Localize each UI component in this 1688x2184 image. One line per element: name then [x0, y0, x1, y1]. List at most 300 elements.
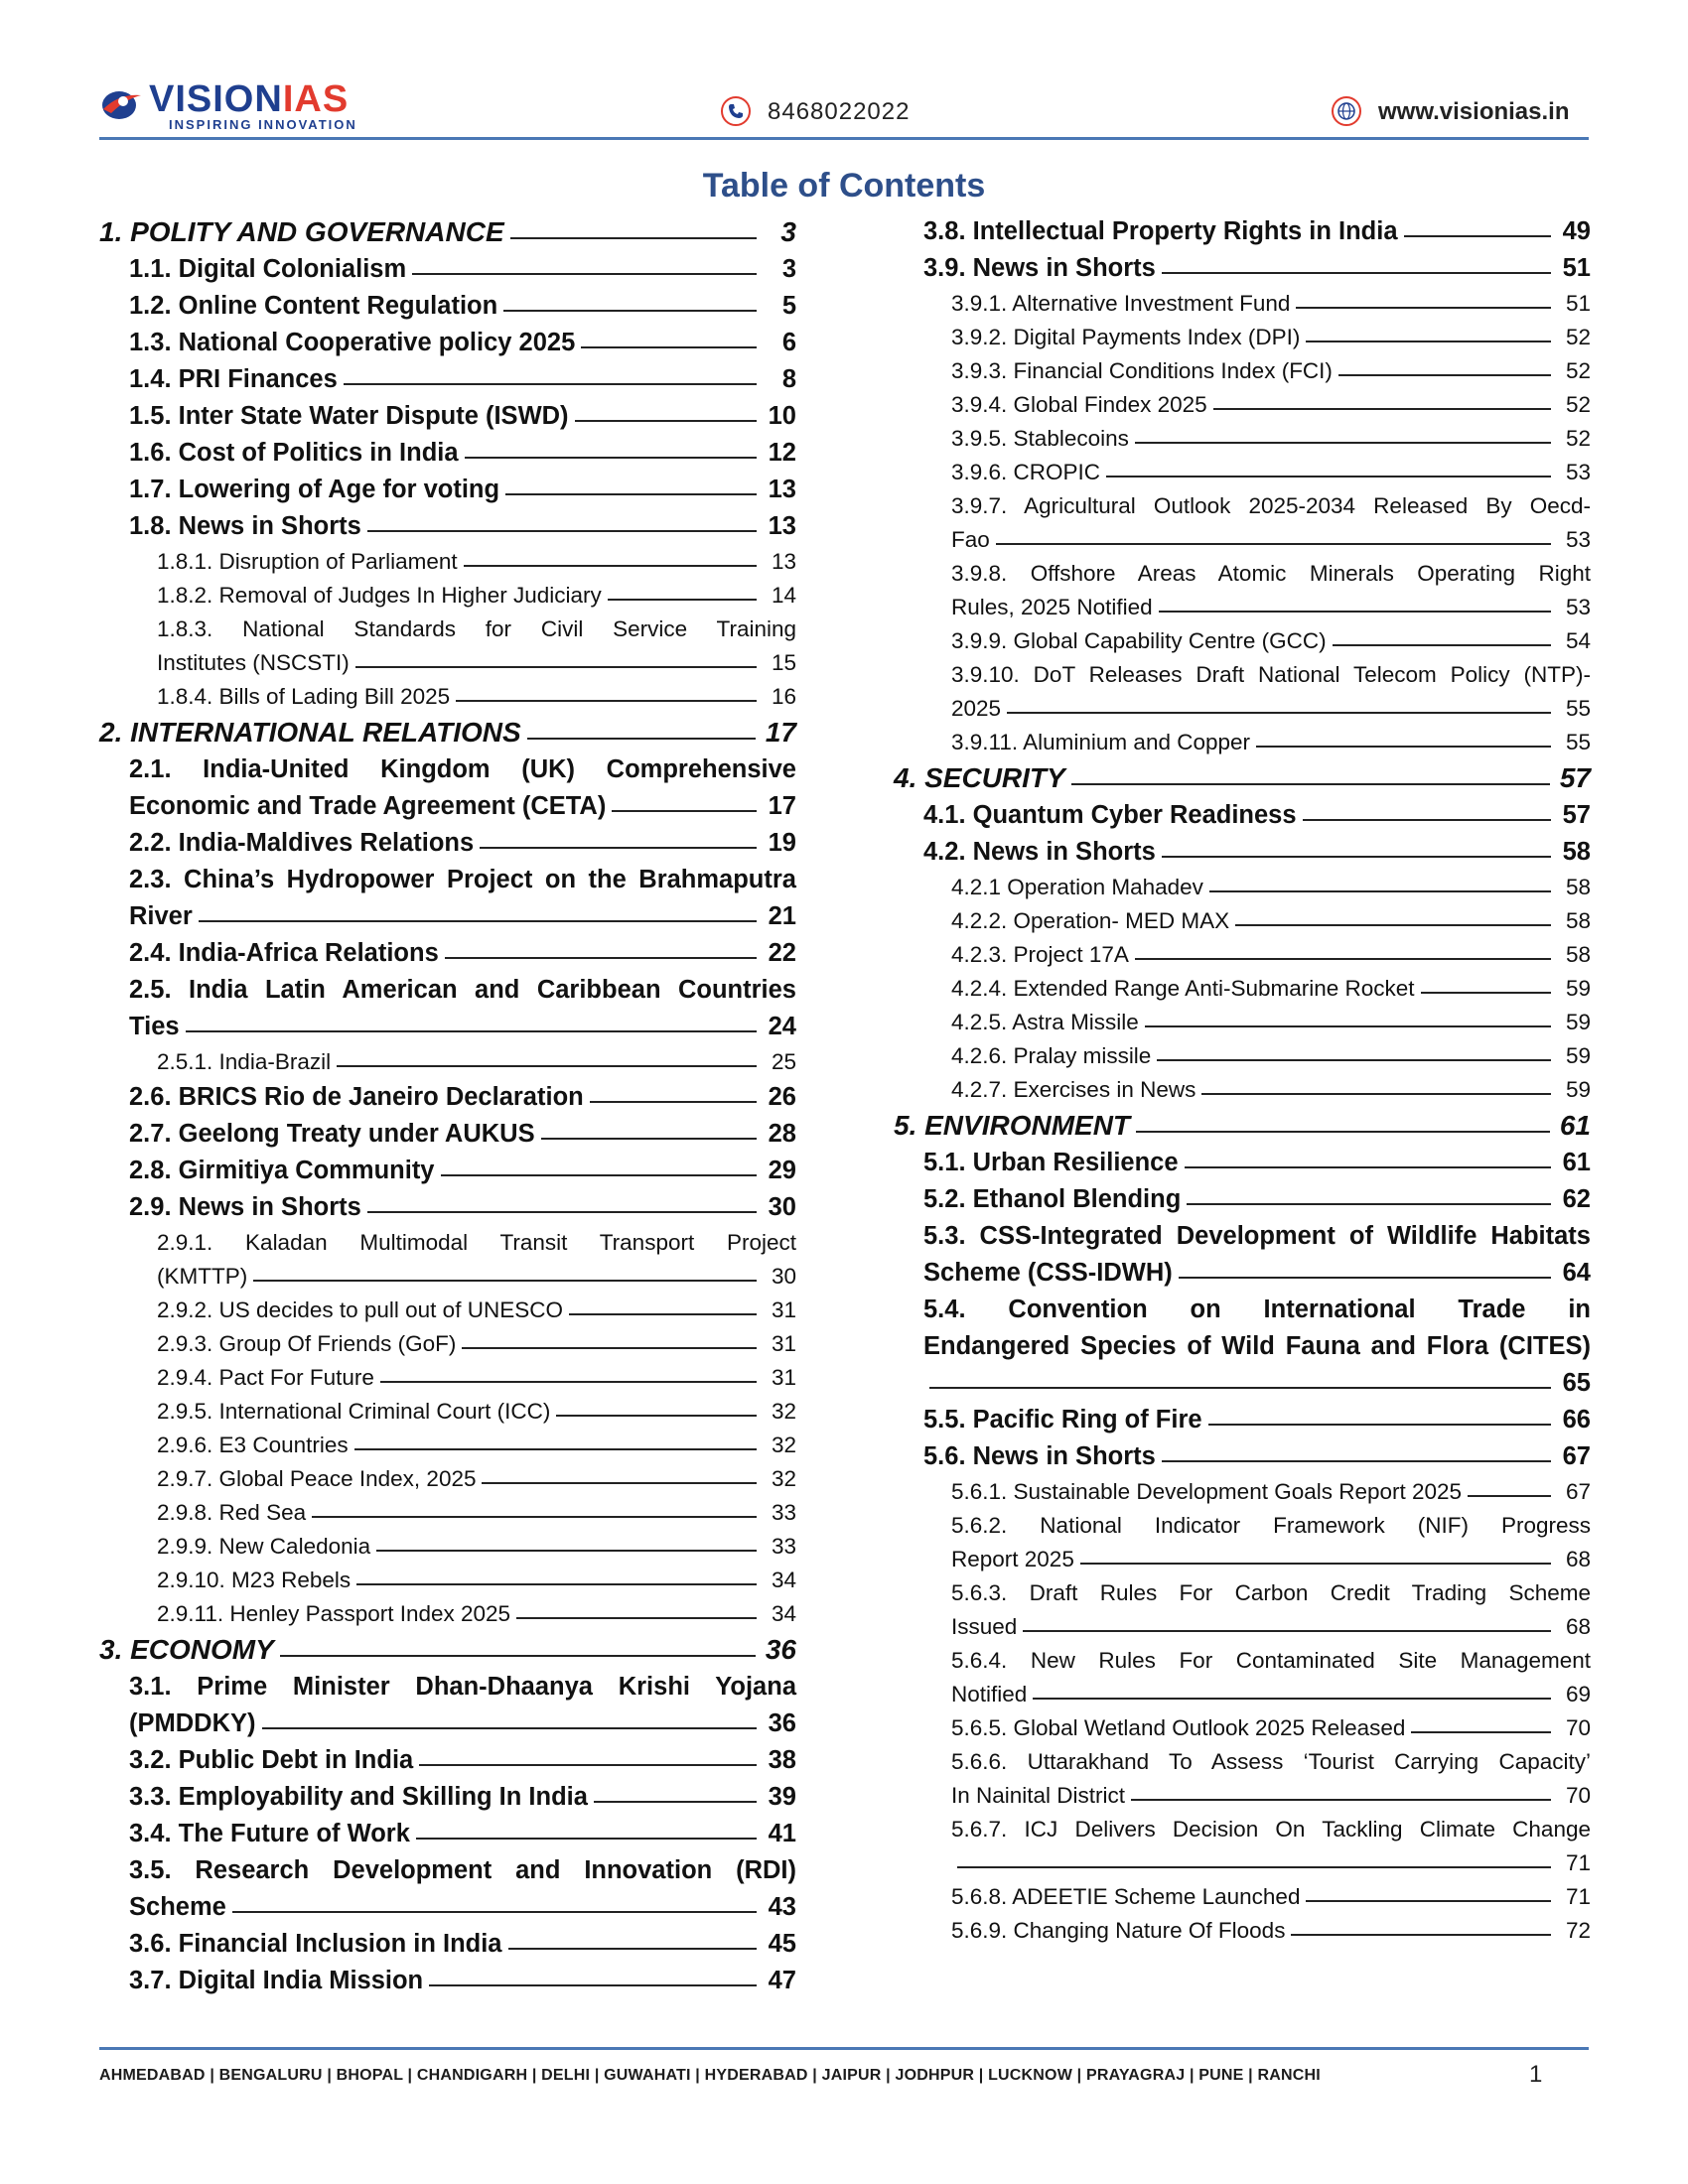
- toc-subsection[interactable]: [894, 1914, 1591, 1948]
- visionias-logo[interactable]: [99, 77, 387, 137]
- toc-subsection[interactable]: [99, 1045, 796, 1079]
- leader-line: [541, 1138, 757, 1140]
- toc-entry-title: 2.9. News in Shorts: [129, 1193, 361, 1221]
- toc-subsection[interactable]: [894, 938, 1591, 972]
- toc-entry-title: 3.4. The Future of Work: [129, 1820, 410, 1847]
- leader-line: [419, 1764, 757, 1766]
- toc-section[interactable]: [99, 288, 796, 325]
- website-url: www.visionias.in: [1378, 98, 1570, 125]
- toc-subsection[interactable]: [894, 1006, 1591, 1039]
- toc-subsection[interactable]: [99, 680, 796, 714]
- leader-line: [575, 420, 757, 422]
- leader-line: [1159, 611, 1551, 613]
- toc-page-number: 55: [1565, 696, 1591, 721]
- toc-page-number: 5: [781, 292, 796, 320]
- toc-entry-title: 3.9.10. DoT Releases Draft National Telecom Policy (NTP)-: [951, 662, 1591, 687]
- toc-subsection[interactable]: [99, 1327, 796, 1361]
- toc-section[interactable]: [894, 1181, 1591, 1218]
- toc-entry-title: 2.9.3. Group Of Friends (GoF): [157, 1331, 457, 1356]
- toc-entry-title: 2.9.2. US decides to pull out of UNESCO: [157, 1297, 563, 1322]
- toc-entry-title: 3. ECONOMY: [99, 1634, 274, 1665]
- leader-line: [376, 1550, 757, 1552]
- leader-line: [253, 1280, 757, 1282]
- toc-subsection[interactable]: [99, 579, 796, 613]
- toc-entry-title: 3.9.5. Stablecoins: [951, 426, 1129, 451]
- toc-entry-title: 5.4. Convention on International Trade in: [923, 1296, 1591, 1323]
- toc-entry-title: 1.3. National Cooperative policy 2025: [129, 329, 576, 356]
- toc-section[interactable]: [99, 1779, 796, 1816]
- toc-section[interactable]: [894, 213, 1591, 250]
- toc-section[interactable]: [894, 834, 1591, 871]
- toc-page-number: 19: [768, 829, 796, 857]
- toc-subsection[interactable]: [894, 904, 1591, 938]
- toc-page-number: 58: [1562, 838, 1591, 866]
- toc-page-number: 13: [768, 512, 796, 540]
- toc-entry-title: 2.9.4. Pact For Future: [157, 1365, 374, 1390]
- toc-page-number: 22: [768, 939, 796, 967]
- leader-line: [1131, 1799, 1551, 1801]
- leader-line: [232, 1911, 757, 1913]
- toc-entry-title: 2.1. India-United Kingdom (UK) Comprehensive: [129, 755, 796, 783]
- footer-cities: AHMEDABAD | BENGALURU | BHOPAL | CHANDIGARH | DELHI | GUWAHATI | HYDERABAD | JAIPUR | JODHPUR | LUCKNOW | PRAYAGRAJ | PUNE | RANCHI: [99, 2067, 1321, 2084]
- leader-line: [262, 1727, 758, 1729]
- toc-entry-title: 1.8. News in Shorts: [129, 512, 361, 540]
- toc-entry-title: 1.1. Digital Colonialism: [129, 255, 407, 283]
- leader-line: [1291, 1934, 1551, 1936]
- toc-section[interactable]: [99, 251, 796, 288]
- toc-entry-title: 1.8.2. Removal of Judges In Higher Judiciary: [157, 583, 602, 608]
- toc-subsection[interactable]: [894, 1475, 1591, 1509]
- toc-section[interactable]: [99, 935, 796, 972]
- toc-subsection[interactable]: [894, 1745, 1591, 1813]
- toc-subsection[interactable]: [894, 321, 1591, 354]
- leader-line: [1209, 890, 1551, 892]
- leader-line: [1162, 272, 1551, 274]
- toc-subsection[interactable]: [99, 1361, 796, 1395]
- toc-entry-title: 3.9. News in Shorts: [923, 254, 1156, 282]
- leader-line: [441, 1174, 758, 1176]
- toc-page-number: 30: [771, 1264, 796, 1289]
- toc-entry-title: 4.2.2. Operation- MED MAX: [951, 908, 1230, 933]
- leader-line: [1135, 958, 1551, 960]
- toc-page-number: 58: [1565, 875, 1591, 899]
- phone-icon: [720, 95, 752, 127]
- toc-subsection[interactable]: [894, 456, 1591, 489]
- toc-entry-title: 5.6.5. Global Wetland Outlook 2025 Released: [951, 1715, 1406, 1740]
- toc-page-number: 3: [781, 255, 796, 283]
- leader-line: [186, 1030, 757, 1032]
- toc-entry-title: Issued: [951, 1614, 1018, 1639]
- toc-entry-title: 2.2. India-Maldives Relations: [129, 829, 475, 857]
- toc-subsection[interactable]: [894, 1509, 1591, 1576]
- toc-subsection[interactable]: [894, 972, 1591, 1006]
- toc-page-number: 8: [781, 365, 796, 393]
- toc-subsection[interactable]: [99, 1462, 796, 1496]
- leader-line: [356, 1583, 757, 1585]
- toc-page-number: 34: [771, 1601, 796, 1626]
- toc-section[interactable]: [99, 1189, 796, 1226]
- toc-chapter[interactable]: [99, 714, 796, 751]
- toc-entry-title: 2.5.1. India-Brazil: [157, 1049, 332, 1074]
- toc-entry-title: 2.9.7. Global Peace Index, 2025: [157, 1466, 477, 1491]
- toc-page-number: 17: [768, 792, 796, 820]
- toc-page-number: 58: [1565, 942, 1591, 967]
- toc-page-number: 61: [1562, 1149, 1591, 1176]
- toc-entry-title: 3.9.6. CROPIC: [951, 460, 1101, 484]
- toc-entry-title: 1.7. Lowering of Age for voting: [129, 476, 500, 503]
- toc-section[interactable]: [99, 1963, 796, 1999]
- toc-section[interactable]: [99, 1079, 796, 1116]
- leader-line: [556, 1415, 757, 1417]
- toc-entry-title: 5.6.2. National Indicator Framework (NIF) Progress: [951, 1513, 1591, 1538]
- toc-subsection[interactable]: [894, 388, 1591, 422]
- toc-entry-title: 3.9.3. Financial Conditions Index (FCI): [951, 358, 1333, 383]
- toc-entry-title: 3.9.1. Alternative Investment Fund: [951, 291, 1291, 316]
- leader-line: [508, 1948, 758, 1950]
- leader-line: [355, 666, 757, 668]
- toc-page-number: 53: [1565, 527, 1591, 552]
- leader-line: [416, 1838, 757, 1840]
- toc-page-number: 31: [771, 1297, 796, 1322]
- leader-line: [480, 847, 757, 849]
- toc-section[interactable]: [99, 1669, 796, 1742]
- leader-line: [1303, 819, 1551, 821]
- toc-page-number: 52: [1565, 358, 1591, 383]
- toc-section[interactable]: [99, 472, 796, 508]
- toc-page-number: 32: [771, 1399, 796, 1424]
- toc-entry-title: 5.6.1. Sustainable Development Goals Report 2025: [951, 1479, 1463, 1504]
- toc-page-number: 15: [771, 650, 796, 675]
- leader-line: [503, 310, 757, 312]
- toc-section[interactable]: [99, 435, 796, 472]
- toc-section[interactable]: [894, 250, 1591, 287]
- toc-page-number: 39: [768, 1783, 796, 1811]
- toc-section[interactable]: [99, 508, 796, 545]
- toc-section[interactable]: [99, 751, 796, 825]
- toc-entry-title: 2.3. China’s Hydropower Project on the Brahmaputra: [129, 866, 796, 893]
- leader-line: [465, 457, 757, 459]
- toc-page-number: 54: [1565, 628, 1591, 653]
- toc-entry-title: 4. SECURITY: [894, 762, 1065, 793]
- toc-entry-title: 4.2.5. Astra Missile: [951, 1010, 1139, 1034]
- toc-page-number: 30: [768, 1193, 796, 1221]
- toc-section[interactable]: [99, 1816, 796, 1852]
- toc-section[interactable]: [894, 1402, 1591, 1438]
- leader-line: [344, 383, 757, 385]
- toc-page-number: 14: [771, 583, 796, 608]
- toc-entry-title: 2.9.8. Red Sea: [157, 1500, 307, 1525]
- toc-subsection[interactable]: [894, 354, 1591, 388]
- leader-line: [312, 1516, 757, 1518]
- toc-subsection[interactable]: [99, 1597, 796, 1631]
- toc-right-column: [894, 213, 1591, 1948]
- leader-line: [1187, 1203, 1551, 1205]
- toc-entry-title: 1.8.4. Bills of Lading Bill 2025: [157, 684, 451, 709]
- logo-swoosh-icon: [99, 83, 143, 123]
- phone-number: 8468022022: [768, 98, 911, 125]
- leader-line: [1145, 1025, 1551, 1027]
- toc-entry-title: 1.5. Inter State Water Dispute (ISWD): [129, 402, 569, 430]
- toc-section[interactable]: [99, 361, 796, 398]
- toc-entry-title: 5.1. Urban Resilience: [923, 1149, 1179, 1176]
- toc-page-number: 3: [780, 216, 796, 247]
- toc-subsection[interactable]: [894, 871, 1591, 904]
- leader-line: [280, 1655, 756, 1657]
- toc-entry-title: Fao: [951, 527, 990, 552]
- toc-subsection[interactable]: [894, 489, 1591, 557]
- toc-entry-title: Economic and Trade Agreement (CETA): [129, 792, 607, 820]
- leader-line: [462, 1347, 757, 1349]
- toc-page-number: 68: [1565, 1614, 1591, 1639]
- toc-page-number: 12: [768, 439, 796, 467]
- leader-line: [367, 530, 757, 532]
- leader-line: [412, 273, 757, 275]
- header-divider: [99, 137, 1589, 140]
- toc-entry-title: Scheme (CSS-IDWH): [923, 1259, 1173, 1287]
- toc-subsection[interactable]: [99, 1530, 796, 1564]
- leader-line: [1235, 924, 1551, 926]
- leader-line: [1213, 408, 1551, 410]
- toc-section[interactable]: [99, 1153, 796, 1189]
- toc-section[interactable]: [99, 398, 796, 435]
- toc-page-number: 33: [771, 1500, 796, 1525]
- leader-line: [1421, 992, 1551, 994]
- toc-entry-title: 2.9.5. International Criminal Court (ICC): [157, 1399, 551, 1424]
- toc-page-number: 24: [768, 1013, 796, 1040]
- leader-line: [996, 543, 1551, 545]
- leader-line: [1162, 1460, 1551, 1462]
- toc-subsection[interactable]: [894, 1644, 1591, 1711]
- toc-chapter[interactable]: [894, 1107, 1591, 1145]
- toc-page-number: 52: [1565, 426, 1591, 451]
- toc-page-number: 55: [1565, 730, 1591, 754]
- leader-line: [516, 1617, 757, 1619]
- toc-page-number: 16: [771, 684, 796, 709]
- toc-entry-title: 3.5. Research Development and Innovation (RDI): [129, 1856, 796, 1884]
- leader-line: [380, 1381, 757, 1383]
- toc-page-number: 58: [1565, 908, 1591, 933]
- toc-page-number: 51: [1565, 291, 1591, 316]
- toc-section[interactable]: [99, 1116, 796, 1153]
- page-number: 1: [1529, 2061, 1543, 2088]
- toc-entry-title: 4.2.6. Pralay missile: [951, 1043, 1152, 1068]
- toc-entry-title: 4.2.3. Project 17A: [951, 942, 1129, 967]
- leader-line: [1007, 712, 1551, 714]
- leader-line: [1468, 1495, 1551, 1497]
- toc-page-number: 72: [1565, 1918, 1591, 1943]
- toc-entry-title: 2.9.1. Kaladan Multimodal Transit Transport Project: [157, 1230, 796, 1255]
- leader-line: [527, 738, 756, 740]
- toc-entry-title: 4.2.1 Operation Mahadev: [951, 875, 1203, 899]
- toc-page-number: 31: [771, 1331, 796, 1356]
- toc-entry-title: 4.1. Quantum Cyber Readiness: [923, 801, 1297, 829]
- toc-entry-title: 1.8.1. Disruption of Parliament: [157, 549, 458, 574]
- toc-page-number: 33: [771, 1534, 796, 1559]
- leader-line: [1306, 341, 1551, 342]
- toc-page-number: 41: [768, 1820, 796, 1847]
- toc-entry-title: 4.2.7. Exercises in News: [951, 1077, 1196, 1102]
- toc-chapter[interactable]: [894, 759, 1591, 797]
- toc-section[interactable]: [99, 825, 796, 862]
- footer-divider: [99, 2047, 1589, 2050]
- toc-page-number: 51: [1562, 254, 1591, 282]
- toc-page-number: 64: [1562, 1259, 1591, 1287]
- toc-page-number: 13: [771, 549, 796, 574]
- toc-section[interactable]: [894, 1438, 1591, 1475]
- toc-section[interactable]: [99, 325, 796, 361]
- toc-page-number: 67: [1565, 1479, 1591, 1504]
- toc-entry-title: Institutes (NSCSTI): [157, 650, 350, 675]
- toc-page-number: 67: [1562, 1442, 1591, 1470]
- toc-page-number: 66: [1562, 1406, 1591, 1433]
- toc-entry-title: Scheme: [129, 1893, 226, 1921]
- toc-subsection[interactable]: [894, 1711, 1591, 1745]
- toc-section[interactable]: [99, 972, 796, 1045]
- toc-page-number: 43: [768, 1893, 796, 1921]
- leader-line: [445, 957, 757, 959]
- toc-page-number: 52: [1565, 325, 1591, 349]
- toc-subsection[interactable]: [894, 557, 1591, 624]
- logo-tagline: INSPIRING INNOVATION: [169, 117, 357, 132]
- toc-page-number: 59: [1565, 1077, 1591, 1102]
- toc-subsection[interactable]: [894, 1576, 1591, 1644]
- leader-line: [594, 1801, 757, 1803]
- toc-page-number: 17: [765, 717, 796, 748]
- toc-entry-title: 3.9.7. Agricultural Outlook 2025-2034 Released By Oecd-: [951, 493, 1591, 518]
- toc-entry-title: 1.8.3. National Standards for Civil Service Training: [157, 616, 796, 641]
- toc-subsection[interactable]: [894, 1880, 1591, 1914]
- toc-section[interactable]: [99, 862, 796, 935]
- leader-line: [1023, 1630, 1551, 1632]
- toc-chapter[interactable]: [99, 213, 796, 251]
- toc-page-number: 28: [768, 1120, 796, 1148]
- toc-section[interactable]: [99, 1852, 796, 1926]
- toc-section[interactable]: [894, 1145, 1591, 1181]
- toc-entry-title: 2.9.9. New Caledonia: [157, 1534, 371, 1559]
- toc-page-number: 13: [768, 476, 796, 503]
- toc-page-number: 59: [1565, 976, 1591, 1001]
- toc-page-number: 47: [768, 1967, 796, 1994]
- toc-entry-title: 5.6.4. New Rules For Contaminated Site Management: [951, 1648, 1591, 1673]
- toc-entry-title: 2.6. BRICS Rio de Janeiro Declaration: [129, 1083, 584, 1111]
- toc-entry-title: 5.6.9. Changing Nature Of Floods: [951, 1918, 1286, 1943]
- toc-entry-title: 3.6. Financial Inclusion in India: [129, 1930, 502, 1958]
- toc-subsection[interactable]: [99, 1496, 796, 1530]
- toc-entry-title: 2.4. India-Africa Relations: [129, 939, 439, 967]
- leader-line: [482, 1482, 757, 1484]
- toc-page-number: 71: [1565, 1884, 1591, 1909]
- toc-subsection[interactable]: [99, 1226, 796, 1294]
- toc-page-number: 59: [1565, 1043, 1591, 1068]
- toc-page-number: 62: [1562, 1185, 1591, 1213]
- toc-entry-title: 3.9.4. Global Findex 2025: [951, 392, 1207, 417]
- leader-line: [1201, 1093, 1551, 1095]
- toc-page-number: 68: [1565, 1547, 1591, 1571]
- toc-subsection[interactable]: [99, 1429, 796, 1462]
- toc-entry-title: (PMDDKY): [129, 1709, 256, 1737]
- toc-page-number: 10: [768, 402, 796, 430]
- toc-page-number: 70: [1565, 1783, 1591, 1808]
- toc-entry-title-continued: Endangered Species of Wild Fauna and Flora (CITES): [923, 1332, 1591, 1360]
- toc-subsection[interactable]: [894, 1813, 1591, 1880]
- toc-subsection[interactable]: [99, 1564, 796, 1597]
- leader-line: [1333, 644, 1551, 646]
- toc-section[interactable]: [894, 1218, 1591, 1292]
- leader-line: [464, 565, 757, 567]
- toc-entry-title: 5.5. Pacific Ring of Fire: [923, 1406, 1202, 1433]
- leader-line: [354, 1448, 757, 1450]
- toc-chapter[interactable]: [99, 1631, 796, 1669]
- toc-page-number: 6: [781, 329, 796, 356]
- toc-entry-title: Report 2025: [951, 1547, 1074, 1571]
- leader-line: [1185, 1166, 1551, 1168]
- toc-subsection[interactable]: [894, 1073, 1591, 1107]
- globe-icon: [1331, 95, 1362, 127]
- leader-line: [929, 1387, 1551, 1389]
- toc-page-number: 59: [1565, 1010, 1591, 1034]
- toc-page-number: 52: [1565, 392, 1591, 417]
- toc-entry-title: 1.2. Online Content Regulation: [129, 292, 498, 320]
- leader-line: [337, 1065, 757, 1067]
- toc-section[interactable]: [99, 1742, 796, 1779]
- toc-entry-title: 4.2. News in Shorts: [923, 838, 1156, 866]
- leader-line: [1135, 442, 1551, 444]
- toc-subsection[interactable]: [894, 726, 1591, 759]
- toc-entry-title: 1. POLITY AND GOVERNANCE: [99, 216, 504, 247]
- toc-subsection[interactable]: [894, 422, 1591, 456]
- toc-entry-title: 5.6.3. Draft Rules For Carbon Credit Trading Scheme: [951, 1580, 1591, 1605]
- leader-line: [456, 700, 757, 702]
- toc-entry-title: 2. INTERNATIONAL RELATIONS: [99, 717, 521, 748]
- toc-entry-title: 5.6. News in Shorts: [923, 1442, 1156, 1470]
- leader-line: [957, 1866, 1551, 1868]
- leader-line: [367, 1211, 757, 1213]
- toc-entry-title: 3.9.8. Offshore Areas Atomic Minerals Operating Right: [951, 561, 1591, 586]
- leader-line: [612, 810, 757, 812]
- leader-line: [505, 493, 757, 495]
- toc-entry-title: 5. ENVIRONMENT: [894, 1110, 1131, 1141]
- toc-entry-title: 3.1. Prime Minister Dhan-Dhaanya Krishi Yojana: [129, 1673, 796, 1701]
- toc-subsection[interactable]: [894, 624, 1591, 658]
- leader-line: [1404, 235, 1551, 237]
- toc-entry-title: 3.3. Employability and Skilling In India: [129, 1783, 588, 1811]
- toc-subsection[interactable]: [99, 1294, 796, 1327]
- toc-subsection[interactable]: [99, 613, 796, 680]
- toc-subsection[interactable]: [894, 1039, 1591, 1073]
- toc-entry-title: Notified: [951, 1682, 1028, 1706]
- toc-page-number: 49: [1562, 217, 1591, 245]
- toc-section[interactable]: [894, 1292, 1591, 1402]
- page-header: [99, 77, 1589, 139]
- toc-section[interactable]: [99, 1926, 796, 1963]
- toc-section[interactable]: [894, 797, 1591, 834]
- toc-subsection[interactable]: [894, 287, 1591, 321]
- leader-line: [581, 346, 757, 348]
- toc-page-number: 25: [771, 1049, 796, 1074]
- toc-page-number: 69: [1565, 1682, 1591, 1706]
- toc-page-number: 21: [768, 902, 796, 930]
- leader-line: [1208, 1424, 1551, 1426]
- leader-line: [1338, 374, 1551, 376]
- toc-subsection[interactable]: [894, 658, 1591, 726]
- toc-page-number: 70: [1565, 1715, 1591, 1740]
- toc-entry-title: Ties: [129, 1013, 180, 1040]
- toc-left-column: [99, 213, 796, 1999]
- toc-page-number: 32: [771, 1466, 796, 1491]
- toc-subsection[interactable]: [99, 1395, 796, 1429]
- toc-subsection[interactable]: [99, 545, 796, 579]
- logo-wordmark: VISIONIAS: [149, 78, 350, 120]
